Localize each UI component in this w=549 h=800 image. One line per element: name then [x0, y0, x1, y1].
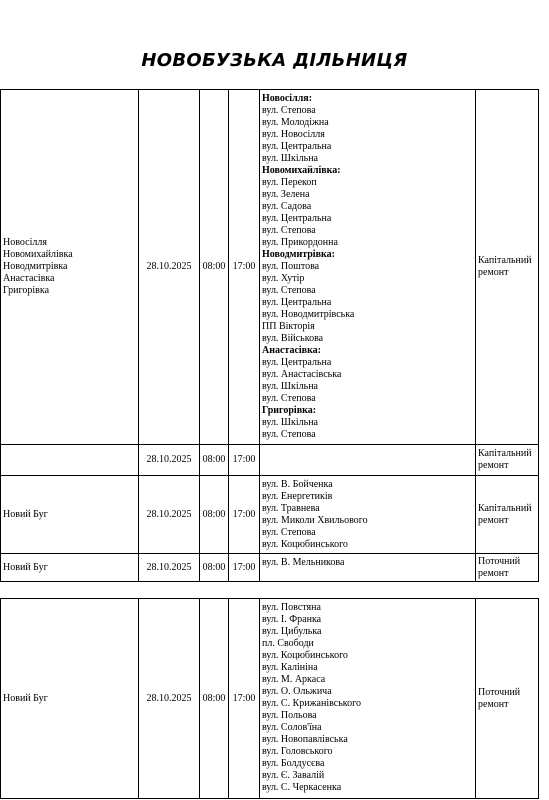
date-cell: 28.10.2025 — [139, 599, 200, 799]
street-name: вул. Анастасівська — [262, 369, 342, 380]
start-time-cell: 08:00 — [200, 476, 229, 554]
street-name: вул. В. Мельникова — [262, 557, 345, 568]
start-time-cell: 08:00 — [200, 90, 229, 445]
table-row — [1, 90, 539, 445]
street-name: вул. Новодмитрівська — [262, 309, 355, 320]
street-name: вул. Прикордонна — [262, 237, 338, 248]
street-name: вул. Травнева — [262, 503, 320, 514]
settlement-name: Новодмитрівка — [3, 261, 68, 272]
street-name: вул. С. Крижанівського — [262, 698, 361, 709]
streets-cell — [260, 476, 476, 554]
settlements-cell — [1, 445, 139, 476]
table-row — [1, 476, 539, 554]
street-name: вул. Центральна — [262, 297, 332, 308]
street-name: вул. Миколи Хвильового — [262, 515, 368, 526]
outage-table-continued — [0, 598, 539, 799]
settlement-heading: Новосілля: — [262, 93, 313, 104]
settlement-name: Новосілля — [3, 237, 47, 248]
settlement-name: Григорівка — [3, 285, 50, 296]
street-name: вул. Енергетиків — [262, 491, 333, 502]
settlement-heading: Анастасівка: — [262, 345, 322, 356]
street-name: вул. Степова — [262, 285, 316, 296]
street-name: вул. Новосілля — [262, 129, 325, 140]
page-title: НОВОБУЗЬКА ДІЛЬНИЦЯ — [141, 50, 408, 71]
table-row — [1, 599, 539, 799]
settlement-name: Анастасівка — [3, 273, 55, 284]
street-name: вул. В. Бойченка — [262, 479, 333, 490]
table-row — [1, 554, 539, 582]
street-name: ПП Вікторія — [262, 321, 315, 332]
street-name: вул. Степова — [262, 393, 316, 404]
settlement-heading: Новодмитрівка: — [262, 249, 335, 260]
outage-table — [0, 89, 539, 582]
end-time-cell: 17:00 — [229, 476, 260, 554]
settlement-heading: Григорівка: — [262, 405, 317, 416]
date-cell: 28.10.2025 — [139, 445, 200, 476]
street-name: вул. Зелена — [262, 189, 310, 200]
street-name: пл. Свободи — [262, 638, 314, 649]
work-type-cell: Поточний ремонт — [476, 599, 539, 799]
work-type-cell: Капітальний ремонт — [476, 476, 539, 554]
settlements-cell — [1, 476, 139, 554]
work-type-cell: Поточний ремонт — [476, 554, 539, 582]
streets-cell — [260, 554, 476, 582]
date-cell: 28.10.2025 — [139, 90, 200, 445]
street-name: вул. Повстяна — [262, 602, 321, 613]
work-type-cell: Капітальний ремонт — [476, 445, 539, 476]
settlement-name: Новий Буг — [3, 692, 48, 704]
end-time-cell: 17:00 — [229, 90, 260, 445]
streets-cell — [260, 90, 476, 445]
table-row — [1, 445, 539, 476]
street-name: вул. Військова — [262, 333, 324, 344]
street-name: вул. Калініна — [262, 662, 318, 673]
street-name: вул. Цибулька — [262, 626, 322, 637]
work-type-cell: Капітальний ремонт — [476, 90, 539, 445]
settlement-name: Новий Буг — [3, 508, 48, 520]
street-name: вул. Степова — [262, 105, 316, 116]
start-time-cell: 08:00 — [200, 554, 229, 582]
street-name: вул. Перекоп — [262, 177, 317, 188]
start-time-cell: 08:00 — [200, 599, 229, 799]
street-name: вул. Болдусєва — [262, 758, 325, 769]
street-name: вул. Коцюбинського — [262, 539, 348, 550]
street-name: вул. Коцюбинського — [262, 650, 348, 661]
street-name: вул. Степова — [262, 225, 316, 236]
street-name: вул. Шкільна — [262, 153, 318, 164]
street-name: вул. Поштова — [262, 261, 320, 272]
outage-table-body — [1, 599, 539, 799]
settlement-name: Новомихайлівка — [3, 249, 73, 260]
end-time-cell: 17:00 — [229, 599, 260, 799]
settlement-heading: Новомихайлівка: — [262, 165, 341, 176]
streets-cell — [260, 445, 476, 476]
date-cell: 28.10.2025 — [139, 476, 200, 554]
start-time-cell: 08:00 — [200, 445, 229, 476]
street-name: вул. Шкільна — [262, 417, 318, 428]
settlements-cell — [1, 599, 139, 799]
street-name: вул. Степова — [262, 527, 316, 538]
street-name: вул. Новопавлівська — [262, 734, 348, 745]
date-cell: 28.10.2025 — [139, 554, 200, 582]
street-name: вул. Садова — [262, 201, 312, 212]
street-name: вул. Степова — [262, 429, 316, 440]
street-name: вул. О. Ольжича — [262, 686, 332, 697]
street-name: вул. С. Черкасенка — [262, 782, 342, 793]
street-name: вул. Центральна — [262, 213, 332, 224]
street-name: вул. Є. Завалій — [262, 770, 325, 781]
streets-cell — [260, 599, 476, 799]
street-name: вул. Центральна — [262, 357, 332, 368]
settlement-name: Новий Буг — [3, 561, 48, 573]
street-name: вул. Молодіжна — [262, 117, 329, 128]
end-time-cell: 17:00 — [229, 445, 260, 476]
settlements-cell — [1, 90, 139, 445]
street-name: вул. І. Франка — [262, 614, 322, 625]
outage-table-body — [1, 90, 539, 582]
street-name: вул. Шкільна — [262, 381, 318, 392]
street-name: вул. Хутір — [262, 273, 305, 284]
street-name: вул. М. Аркаса — [262, 674, 326, 685]
settlements-cell — [1, 554, 139, 582]
end-time-cell: 17:00 — [229, 554, 260, 582]
street-name: вул. Центральна — [262, 141, 332, 152]
street-name: вул. Головського — [262, 746, 333, 757]
street-name: вул. Солов'їна — [262, 722, 322, 733]
street-name: вул. Польова — [262, 710, 317, 721]
